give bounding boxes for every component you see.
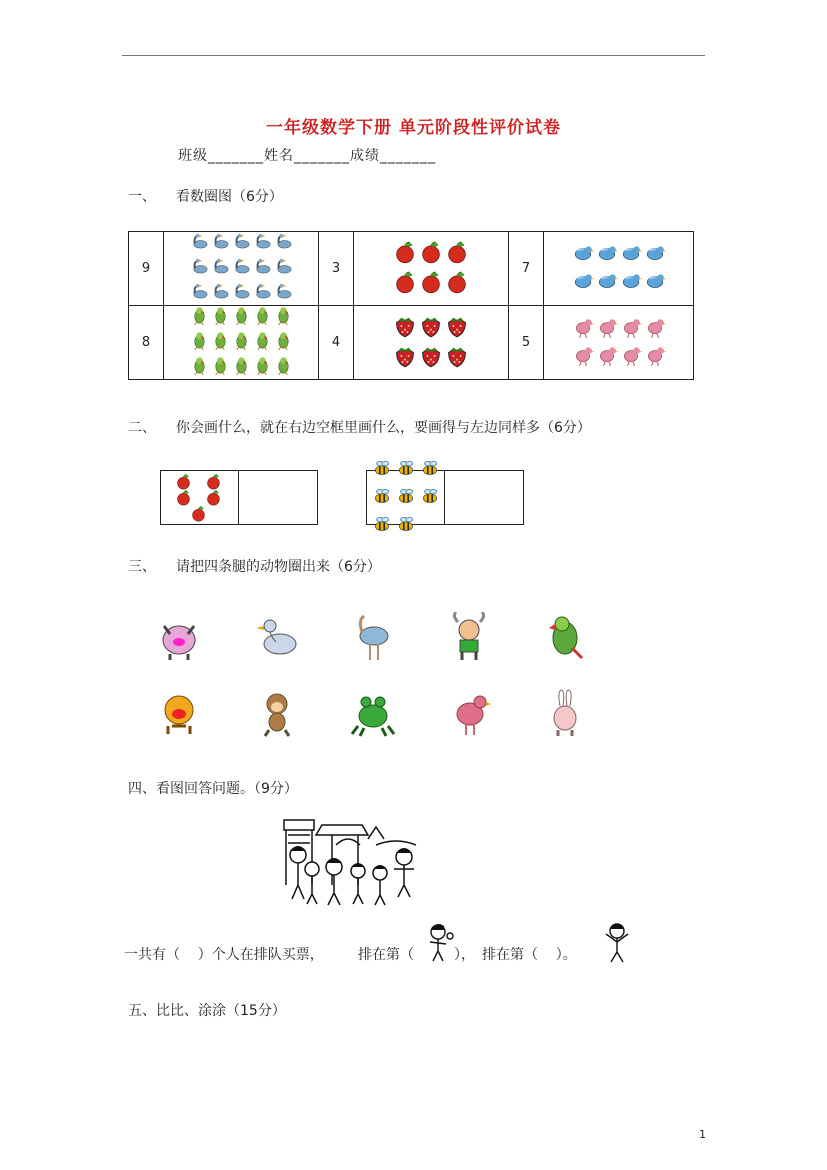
blue-bird-icon [572,270,594,296]
frog-icon[interactable] [350,688,396,738]
tiger-icon[interactable] [156,688,202,738]
count-number: 3 [319,232,354,306]
goose-icon [232,282,251,305]
strawberry-icon [445,314,469,342]
strawberry-icon [445,344,469,372]
parrot-icon [253,306,272,329]
pink-bird-icon [644,344,666,370]
apple-icon [445,240,469,268]
parrot-icon [211,356,230,379]
picture-cell[interactable] [354,306,509,380]
blue-bird-icon [596,242,618,268]
counting-table [128,231,694,380]
goose-icon [211,232,230,255]
section-3-text: 请把四条腿的动物圈出来（6分） [176,559,381,575]
question-close: ）， [454,947,475,963]
bee-icon [395,513,417,539]
pink-bird-icon [644,316,666,342]
page-title: 一年级数学下册 单元阶段性评价试卷 [266,118,561,138]
picture-cell[interactable] [354,232,509,306]
strawberry-icon [419,314,443,342]
picture-cell[interactable] [544,232,694,306]
count-number: 8 [129,306,164,380]
blue-bird-icon [644,270,666,296]
duck-icon[interactable] [254,612,300,662]
bee-icon [371,513,393,539]
goose-icon [232,232,251,255]
parrot-icon [274,306,293,329]
rooster-icon[interactable] [446,688,492,738]
ostrich-icon[interactable] [350,612,396,662]
bee-icon [371,485,393,511]
drawing-box-apples [160,470,318,525]
goose-icon [253,257,272,280]
parrot-icon [190,331,209,354]
parrot-icon [232,306,251,329]
example-apples [161,471,239,524]
parrot-icon [232,331,251,354]
goose-icon [274,282,293,305]
apple-icon [419,240,443,268]
bee-icon [371,457,393,483]
strawberry-icon [393,314,417,342]
count-number: 7 [509,232,544,306]
apple-icon [445,270,469,298]
parrot-icon [253,356,272,379]
empty-drawing-area[interactable] [239,471,317,524]
student-info-line: 班级_______姓名_______成绩_______ [178,148,436,164]
picture-cell[interactable] [164,306,319,380]
section-2-text: 你会画什么，就在右边空框里画什么，要画得与左边同样多（6分） [176,420,591,436]
goose-icon [274,257,293,280]
parrot-icon [274,331,293,354]
section-1-text: 看数圈图（6分） [176,189,283,205]
blue-bird-icon [572,242,594,268]
girl-icon [424,920,458,966]
section-1-label: 一、 [128,189,156,205]
goose-icon [253,282,272,305]
goose-icon [211,282,230,305]
bee-icon [419,457,441,483]
blue-bird-icon [620,242,642,268]
parrot-icon [211,306,230,329]
parrot-icon [253,331,272,354]
ticket-queue-illustration [276,815,446,907]
goose-icon [190,232,209,255]
goose-icon [211,257,230,280]
question-position-boy: 排在第（ ）。 [482,947,577,963]
parrot-icon[interactable] [542,612,588,662]
question-position-girl: 排在第（ [358,947,414,963]
monkey-icon[interactable] [254,688,300,738]
count-number: 9 [129,232,164,306]
apple-icon [205,489,222,510]
apple-icon [393,240,417,268]
apple-icon [393,270,417,298]
section-4-heading: 四、看图回答问题。（9分） [128,781,298,797]
parrot-icon [274,356,293,379]
count-number: 4 [319,306,354,380]
drawing-box-bees [366,470,524,525]
boy-icon [600,920,634,966]
empty-drawing-area[interactable] [445,471,523,524]
count-number: 5 [509,306,544,380]
example-bees [367,471,445,524]
header-rule [122,55,705,56]
goose-icon [253,232,272,255]
pig-icon[interactable] [156,612,202,662]
section-2-label: 二、 [128,420,156,436]
parrot-icon [190,356,209,379]
apple-icon [190,505,207,526]
parrot-icon [232,356,251,379]
section-5-heading: 五、比比、涂涂（15分） [128,1003,286,1019]
blue-bird-icon [596,270,618,296]
question-total: 一共有（ ）个人在排队买票， [124,947,324,963]
apple-icon [419,270,443,298]
bee-icon [419,485,441,511]
pink-bird-icon [596,344,618,370]
bee-icon [395,485,417,511]
strawberry-icon [393,344,417,372]
blue-bird-icon [620,270,642,296]
section-3-label: 三、 [128,559,156,575]
picture-cell[interactable] [544,306,694,380]
rabbit-icon[interactable] [542,688,588,738]
pink-bird-icon [572,344,594,370]
parrot-icon [211,331,230,354]
pink-bird-icon [620,316,642,342]
picture-cell[interactable] [164,232,319,306]
pink-bird-icon [596,316,618,342]
goose-icon [274,232,293,255]
goose-icon [190,282,209,305]
goat-icon[interactable] [446,612,492,662]
bee-icon [395,457,417,483]
pink-bird-icon [572,316,594,342]
blue-bird-icon [644,242,666,268]
strawberry-icon [419,344,443,372]
page-number: 1 [699,1128,706,1141]
pink-bird-icon [620,344,642,370]
goose-icon [232,257,251,280]
goose-icon [190,257,209,280]
parrot-icon [190,306,209,329]
